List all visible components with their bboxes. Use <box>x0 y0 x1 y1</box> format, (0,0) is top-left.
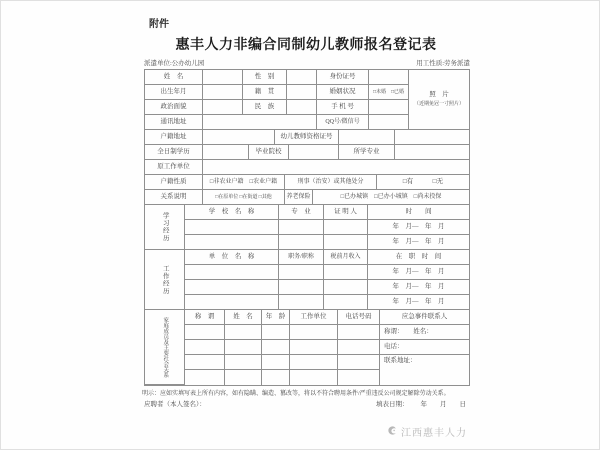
witness-cell <box>324 235 368 250</box>
age-cell <box>262 370 290 385</box>
table-row <box>185 280 469 295</box>
identity-grid <box>145 70 409 130</box>
member-employer-cell <box>290 355 338 370</box>
ethnicity-label: 民 族 <box>243 100 287 115</box>
position-header: 职务/职称 <box>279 250 324 265</box>
table-row <box>145 100 409 115</box>
employer-name-header: 单 位 名 称 <box>185 250 279 265</box>
table-row <box>185 310 380 325</box>
employer-name-cell <box>185 265 279 280</box>
study-grid <box>185 205 469 250</box>
major-value-cell <box>395 145 469 160</box>
study-section-label: 学习经历 <box>145 205 185 250</box>
member-employer-cell <box>290 340 338 355</box>
table-row <box>145 85 409 100</box>
table-row <box>185 340 380 355</box>
age-header: 年 龄 <box>262 310 290 325</box>
employment-nature-label: 用工性质:劳务派遣 <box>416 60 470 67</box>
school-name-cell <box>185 220 279 235</box>
form-subline <box>144 58 470 67</box>
emergency-contact-header: 应急事件联系人 <box>380 310 469 325</box>
attachment-label: 附件 <box>149 19 169 30</box>
gender-label: 性 别 <box>243 70 287 85</box>
applicant-signature-label: 应聘者（本人签名）： <box>144 401 206 408</box>
employer-name-cell <box>185 295 279 310</box>
table-row <box>145 160 469 175</box>
dispatch-unit-label: 派遣单位:公办幼儿园 <box>144 60 205 67</box>
table-row <box>185 235 469 250</box>
fill-date-group <box>376 399 466 408</box>
major-header: 专 业 <box>279 205 324 220</box>
position-cell <box>279 280 324 295</box>
work-grid <box>185 250 469 310</box>
pension-label: 养老保险 <box>285 190 313 205</box>
table-row <box>145 190 469 205</box>
native-place-label: 籍 贯 <box>243 85 287 100</box>
family-section-label: 家庭成员及主要社会关系 <box>145 310 185 385</box>
mobile-value-cell <box>369 100 409 115</box>
criminal-record-checkboxes: □有 □无 <box>377 175 469 190</box>
table-row <box>145 70 409 85</box>
political-status-label: 政治面貌 <box>145 100 203 115</box>
footer-notice: 明示：应如实填写表上所有内容，如有隐瞒、编造、篡改等，将以不符合聘用条件/严重违反公司规定解除劳动关系。 <box>142 391 450 397</box>
household-type-label: 户籍性质 <box>145 175 203 190</box>
former-employer-value-cell <box>203 160 469 175</box>
relation-note-checkboxes: □在原单位 □在街道 □其他 <box>203 190 285 205</box>
row5-extra-cell <box>395 130 469 145</box>
name-label: 姓 名 <box>145 70 203 85</box>
emergency-address-cell: 联系地址： <box>384 357 417 364</box>
political-status-value-cell <box>203 100 243 115</box>
mailing-address-label: 通讯地址 <box>145 115 203 130</box>
table-row <box>185 295 469 310</box>
work-section <box>145 250 469 310</box>
form-title: 惠丰人力非编合同制幼儿教师报名登记表 <box>175 38 437 53</box>
work-period-cell: 年 月— 年 月 <box>368 265 469 280</box>
table-row <box>185 355 380 370</box>
phone-header: 电话号码 <box>338 310 380 325</box>
table-row <box>145 130 469 145</box>
member-employer-cell <box>290 370 338 385</box>
family-grid-wrap <box>185 310 469 385</box>
phone-cell <box>338 370 380 385</box>
photo-label: 照 片 <box>429 91 449 99</box>
position-cell <box>279 265 324 280</box>
table-row <box>145 175 469 190</box>
major-cell <box>279 235 324 250</box>
member-name-cell <box>225 325 262 340</box>
photo-cell <box>409 70 469 130</box>
birthdate-label: 出生年月 <box>145 85 203 100</box>
table-row <box>145 145 469 160</box>
age-cell <box>262 325 290 340</box>
mobile-label: 手 机 号 <box>317 100 369 115</box>
age-cell <box>262 355 290 370</box>
logo-text: 江西惠丰人力 <box>401 428 467 439</box>
employer-name-cell <box>185 280 279 295</box>
work-section-label: 工作经历 <box>145 250 185 310</box>
fulltime-education-value-cell <box>203 145 249 160</box>
work-period-cell: 年 月— 年 月 <box>368 295 469 310</box>
graduate-school-label: 毕业院校 <box>249 145 289 160</box>
age-cell <box>262 340 290 355</box>
major-cell <box>279 220 324 235</box>
criminal-record-label: 刑事（治安）或其他处分 <box>285 175 377 190</box>
teacher-cert-value-cell <box>339 130 395 145</box>
member-name-cell <box>225 355 262 370</box>
emergency-phone-cell: 电话： <box>380 340 469 355</box>
birthdate-value-cell <box>203 85 243 100</box>
table-row <box>185 250 469 265</box>
school-name-cell <box>185 235 279 250</box>
teacher-cert-label: 幼儿教师资格证号 <box>275 130 339 145</box>
study-period-cell: 年 月— 年 月 <box>368 235 469 250</box>
phone-cell <box>338 340 380 355</box>
time-header: 时 间 <box>368 205 469 220</box>
pretax-income-cell <box>324 280 368 295</box>
pretax-income-header: 税前月收入 <box>324 250 368 265</box>
work-period-cell: 年 月— 年 月 <box>368 280 469 295</box>
logo-icon <box>387 425 398 439</box>
relation-header: 称 谓 <box>185 310 225 325</box>
household-type-checkboxes: □非农业户籍 □农业户籍 <box>203 175 285 190</box>
qq-wechat-label: QQ号/微信号 <box>317 115 369 130</box>
position-cell <box>279 295 324 310</box>
phone-cell <box>338 325 380 340</box>
relation-cell <box>185 325 225 340</box>
mailing-address-value-cell <box>203 115 317 130</box>
name-value-cell <box>203 70 243 85</box>
ethnicity-value-cell <box>287 100 317 115</box>
member-name-cell <box>225 370 262 385</box>
relation-cell <box>185 355 225 370</box>
family-grid <box>185 310 380 385</box>
id-number-label: 身份证号 <box>317 70 369 85</box>
fill-date-label: 填表日期： <box>376 401 409 408</box>
emergency-relation-name-cell: 称谓： 姓名： <box>380 325 469 340</box>
member-name-cell <box>225 340 262 355</box>
table-row <box>185 370 380 385</box>
emergency-contact-column <box>380 310 469 385</box>
identity-section <box>145 70 469 130</box>
registration-table <box>144 69 470 386</box>
relation-note-label: 关系说明 <box>145 190 203 205</box>
table-row <box>145 115 409 130</box>
table-row <box>185 325 380 340</box>
employment-time-header: 在 职 时 间 <box>368 250 469 265</box>
relation-cell <box>185 340 225 355</box>
native-place-value-cell <box>287 85 317 100</box>
fill-date-blank: 年 月 日 <box>420 401 466 408</box>
marital-status-checkboxes: □未婚 □已婚 <box>369 85 409 100</box>
relation-cell <box>185 370 225 385</box>
former-employer-label: 原工作单位 <box>145 160 203 175</box>
pretax-income-cell <box>324 265 368 280</box>
graduate-school-value-cell <box>289 145 339 160</box>
member-employer-cell <box>290 325 338 340</box>
witness-cell <box>324 220 368 235</box>
school-name-header: 学 校 名 称 <box>185 205 279 220</box>
family-section <box>145 310 469 385</box>
table-row <box>185 205 469 220</box>
signature-row <box>144 399 466 408</box>
member-name-header: 姓 名 <box>225 310 262 325</box>
study-section <box>145 205 469 250</box>
study-period-cell: 年 月— 年 月 <box>368 220 469 235</box>
table-row <box>185 265 469 280</box>
household-address-label: 户籍地址 <box>145 130 203 145</box>
pretax-income-cell <box>324 295 368 310</box>
phone-cell <box>338 355 380 370</box>
id-number-value-cell <box>369 70 409 85</box>
qq-wechat-value-cell <box>369 115 409 130</box>
major-label: 所学专业 <box>339 145 395 160</box>
watermark-logo <box>387 424 467 439</box>
witness-header: 证 明 人 <box>324 205 368 220</box>
pension-checkboxes: □已办城镇 □已办小城镇 □尚未投保 <box>313 190 469 205</box>
marital-status-label: 婚姻状况 <box>317 85 369 100</box>
fulltime-education-label: 全日制学历 <box>145 145 203 160</box>
member-employer-header: 工作单位 <box>290 310 338 325</box>
photo-note: （近期免冠一寸照片） <box>413 101 464 107</box>
table-row <box>185 220 469 235</box>
household-address-value-cell <box>203 130 275 145</box>
gender-value-cell <box>287 70 317 85</box>
